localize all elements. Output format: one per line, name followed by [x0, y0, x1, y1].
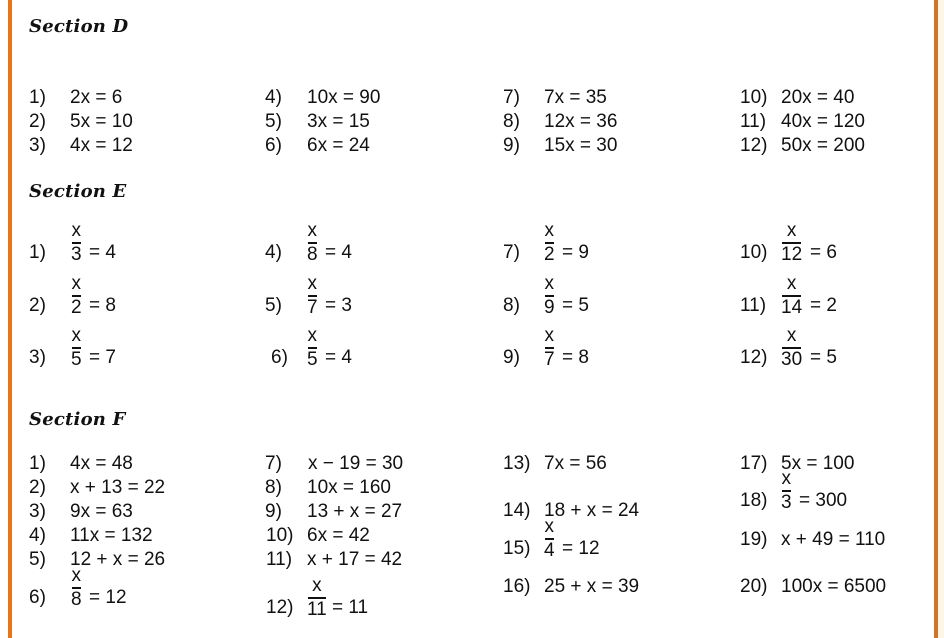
equation: x + 49 = 110	[781, 529, 886, 550]
equation: 13 + x = 27	[307, 501, 403, 522]
denominator: 2	[71, 296, 82, 318]
item-number: 20)	[740, 576, 768, 597]
fraction	[544, 220, 555, 266]
equation: 6x = 24	[307, 135, 370, 156]
equation: 5x = 100	[781, 453, 855, 474]
item-number: 10)	[266, 525, 294, 546]
equation: x + 13 = 22	[70, 477, 166, 498]
item-number: 8)	[503, 111, 520, 132]
equation: 2x = 6	[70, 87, 123, 108]
numerator: x	[307, 325, 318, 346]
item-number: 4)	[265, 242, 282, 263]
item-number: 8)	[265, 477, 282, 498]
equation: 20x = 40	[781, 87, 855, 108]
right-hand-side: = 12	[562, 538, 600, 559]
right-hand-side: = 11	[332, 597, 369, 618]
equation: 12x = 36	[544, 111, 618, 132]
right-hand-side: = 300	[799, 490, 848, 511]
fraction	[71, 565, 82, 611]
item-number: 7)	[503, 242, 520, 263]
right-hand-side: = 3	[325, 295, 352, 316]
right-border-shadow	[938, 0, 944, 638]
equation: 18 + x = 24	[544, 500, 640, 521]
right-hand-side: = 4	[325, 242, 352, 263]
right-hand-side: = 6	[810, 242, 837, 263]
equation: 6x = 42	[307, 525, 370, 546]
denominator: 2	[544, 243, 555, 265]
numerator: x	[544, 273, 555, 294]
right-hand-side: = 2	[810, 295, 837, 316]
item-number: 11)	[266, 549, 293, 570]
item-number: 9)	[503, 347, 520, 368]
equation: 11x = 132	[70, 525, 153, 546]
numerator: x	[307, 273, 318, 294]
item-number: 3)	[29, 347, 46, 368]
item-number: 9)	[265, 501, 282, 522]
denominator: 9	[544, 296, 555, 318]
item-number: 5)	[265, 111, 282, 132]
denominator: 5	[307, 348, 318, 370]
item-number: 4)	[29, 525, 46, 546]
item-number: 5)	[29, 549, 46, 570]
item-number: 3)	[29, 501, 46, 522]
fraction	[781, 273, 802, 319]
numerator: x	[544, 220, 555, 241]
numerator: x	[786, 325, 797, 346]
item-number: 3)	[29, 135, 46, 156]
equation: 7x = 56	[544, 453, 607, 474]
right-hand-side: = 5	[562, 295, 589, 316]
item-number: 12)	[740, 135, 768, 156]
numerator: x	[71, 325, 82, 346]
item-number: 6)	[29, 587, 46, 608]
item-number: 10)	[740, 242, 768, 263]
item-number: 17)	[740, 453, 768, 474]
equation: 15x = 30	[544, 135, 618, 156]
item-number: 1)	[29, 87, 46, 108]
right-hand-side: = 4	[325, 347, 352, 368]
fraction	[307, 220, 318, 266]
equation: 10x = 160	[307, 477, 391, 498]
denominator: 14	[781, 296, 803, 318]
item-number: 12)	[740, 347, 768, 368]
item-number: 19)	[740, 529, 768, 550]
numerator: x	[781, 468, 792, 489]
equation: 7x = 35	[544, 87, 607, 108]
right-hand-side: = 7	[89, 347, 116, 368]
section-f-title: Section F	[29, 409, 126, 430]
fraction	[544, 273, 555, 319]
numerator: x	[786, 220, 797, 241]
numerator: x	[307, 220, 318, 241]
equation: x + 17 = 42	[307, 549, 403, 570]
item-number: 1)	[29, 453, 46, 474]
numerator: x	[71, 220, 82, 241]
denominator: 12	[781, 243, 803, 265]
section-d-title: Section D	[29, 16, 129, 37]
denominator: 5	[71, 348, 82, 370]
right-hand-side: = 8	[89, 295, 116, 316]
item-number: 1)	[29, 242, 46, 263]
equation: 25 + x = 39	[544, 576, 640, 597]
item-number: 7)	[503, 87, 520, 108]
item-number: 7)	[265, 453, 282, 474]
fraction	[544, 325, 555, 371]
fraction	[71, 220, 82, 266]
numerator: x	[786, 273, 797, 294]
numerator: x	[312, 575, 322, 596]
numerator: x	[71, 273, 82, 294]
equation: 100x = 6500	[781, 576, 887, 597]
right-hand-side: = 5	[810, 347, 837, 368]
equation: 40x = 120	[781, 111, 865, 132]
fraction	[307, 325, 318, 371]
equation: 4x = 12	[70, 135, 133, 156]
equation: 5x = 10	[70, 111, 133, 132]
right-hand-side: = 12	[89, 587, 127, 608]
numerator: x	[544, 325, 555, 346]
equation: x − 19 = 30	[308, 453, 404, 474]
item-number: 6)	[265, 135, 282, 156]
fraction	[781, 325, 802, 371]
fraction	[781, 220, 802, 266]
item-number: 16)	[503, 576, 531, 597]
numerator: x	[544, 516, 555, 537]
left-orange-border	[8, 0, 12, 638]
item-number: 4)	[265, 87, 282, 108]
right-hand-side: = 4	[89, 242, 116, 263]
item-number: 13)	[503, 453, 531, 474]
item-number: 10)	[740, 87, 768, 108]
denominator: 8	[307, 243, 318, 265]
equation: 50x = 200	[781, 135, 865, 156]
section-e-title: Section E	[29, 181, 127, 202]
fraction	[307, 273, 318, 319]
right-hand-side: = 8	[562, 347, 589, 368]
item-number: 15)	[503, 538, 531, 559]
equation: 3x = 15	[307, 111, 370, 132]
equation: 12 + x = 26	[70, 549, 166, 570]
fraction	[71, 325, 82, 371]
denominator: 3	[71, 243, 82, 265]
denominator: 8	[71, 588, 82, 610]
item-number: 9)	[503, 135, 520, 156]
item-number: 12)	[266, 597, 294, 618]
denominator: 4	[544, 539, 555, 561]
item-number: 6)	[271, 347, 288, 368]
item-number: 2)	[29, 295, 46, 316]
right-hand-side: = 9	[562, 242, 589, 263]
fraction	[307, 575, 327, 621]
fraction	[781, 468, 792, 514]
equation: 4x = 48	[70, 453, 133, 474]
denominator: 7	[307, 296, 318, 318]
denominator: 11	[307, 598, 327, 620]
fraction	[544, 516, 555, 562]
numerator: x	[71, 565, 82, 586]
item-number: 18)	[740, 490, 768, 511]
equation: 9x = 63	[70, 501, 133, 522]
denominator: 3	[781, 491, 792, 513]
denominator: 30	[781, 348, 803, 370]
item-number: 11)	[740, 111, 767, 132]
fraction	[71, 273, 82, 319]
item-number: 8)	[503, 295, 520, 316]
denominator: 7	[544, 348, 555, 370]
item-number: 5)	[265, 295, 282, 316]
item-number: 2)	[29, 111, 46, 132]
item-number: 2)	[29, 477, 46, 498]
item-number: 11)	[740, 295, 767, 316]
item-number: 14)	[503, 500, 531, 521]
equation: 10x = 90	[307, 87, 381, 108]
